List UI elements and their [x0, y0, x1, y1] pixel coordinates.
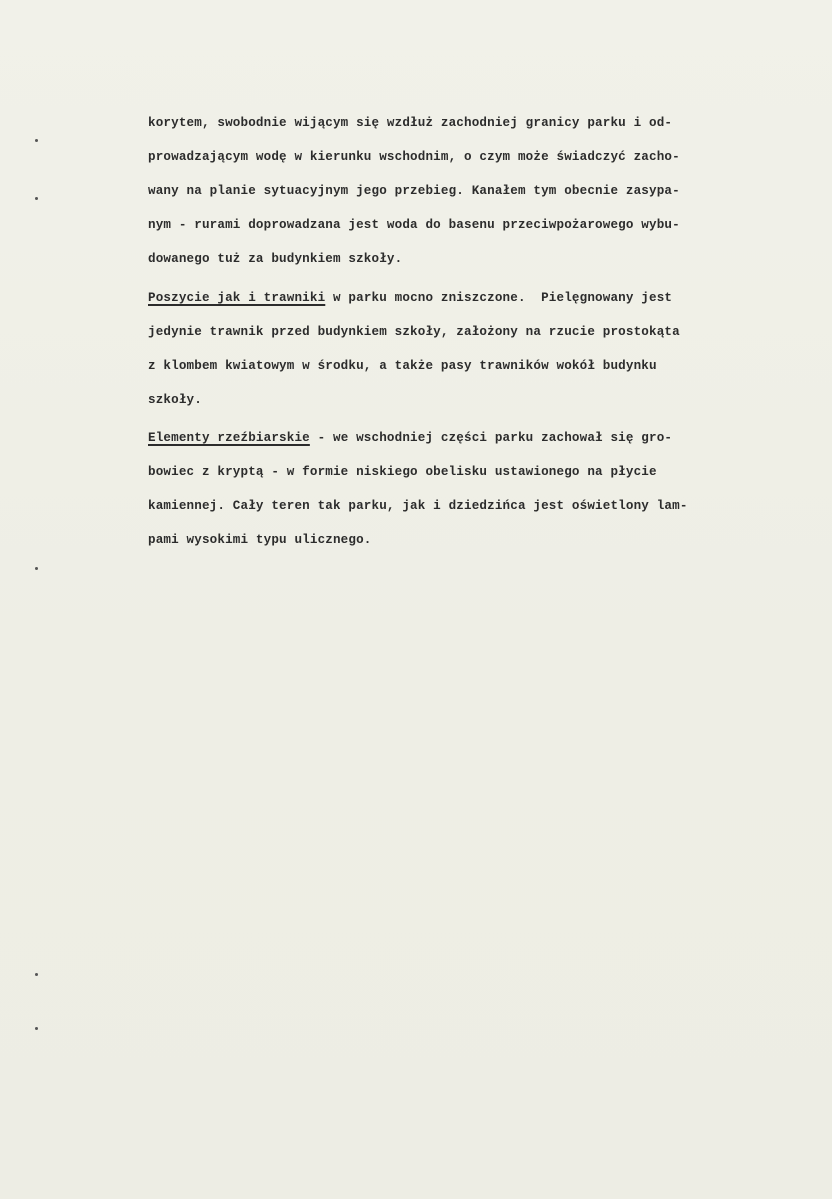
text-line: korytem, swobodnie wijącym się wzdłuż zachodniej granicy parku i od- — [148, 116, 673, 130]
paragraph-2 — [148, 281, 798, 417]
typed-text — [148, 106, 798, 557]
text-line — [148, 421, 798, 455]
text-line: szkoły. — [148, 393, 202, 407]
paragraph-1 — [148, 106, 798, 276]
text-line: kamiennej. Cały teren tak parku, jak i dziedzińca jest oświetlony lam- — [148, 499, 688, 513]
text-run: - we wschodniej części parku zachował się gro- — [309, 431, 673, 445]
section-heading: Poszycie jak i trawniki — [148, 291, 326, 305]
text-line: prowadzającym wodę w kierunku wschodnim, o czym może świadczyć zacho- — [148, 150, 680, 164]
text-line: jedynie trawnik przed budynkiem szkoły, założony na rzucie prostokąta — [148, 325, 680, 339]
section-heading: Elementy rzeźbiarskie — [148, 431, 310, 445]
paragraph-3 — [148, 421, 798, 557]
text-line: nym - rurami doprowadzana jest woda do basenu przeciwpożarowego wybu- — [148, 218, 680, 232]
text-line: z klombem kwiatowym w środku, a także pasy trawników wokół budynku — [148, 359, 657, 373]
text-run: w parku mocno zniszczone. Pielęgnowany jest — [325, 291, 673, 305]
margin-mark — [35, 139, 38, 142]
margin-mark — [35, 567, 38, 570]
text-line: pami wysokimi typu ulicznego. — [148, 533, 372, 547]
text-line: wany na planie sytuacyjnym jego przebieg. Kanałem tym obecnie zasypa- — [148, 184, 680, 198]
margin-mark — [35, 973, 38, 976]
text-line: bowiec z kryptą - w formie niskiego obelisku ustawionego na płycie — [148, 465, 657, 479]
text-line: dowanego tuż za budynkiem szkoły. — [148, 252, 403, 266]
margin-mark — [35, 197, 38, 200]
margin-mark — [35, 1027, 38, 1030]
text-line — [148, 281, 798, 315]
